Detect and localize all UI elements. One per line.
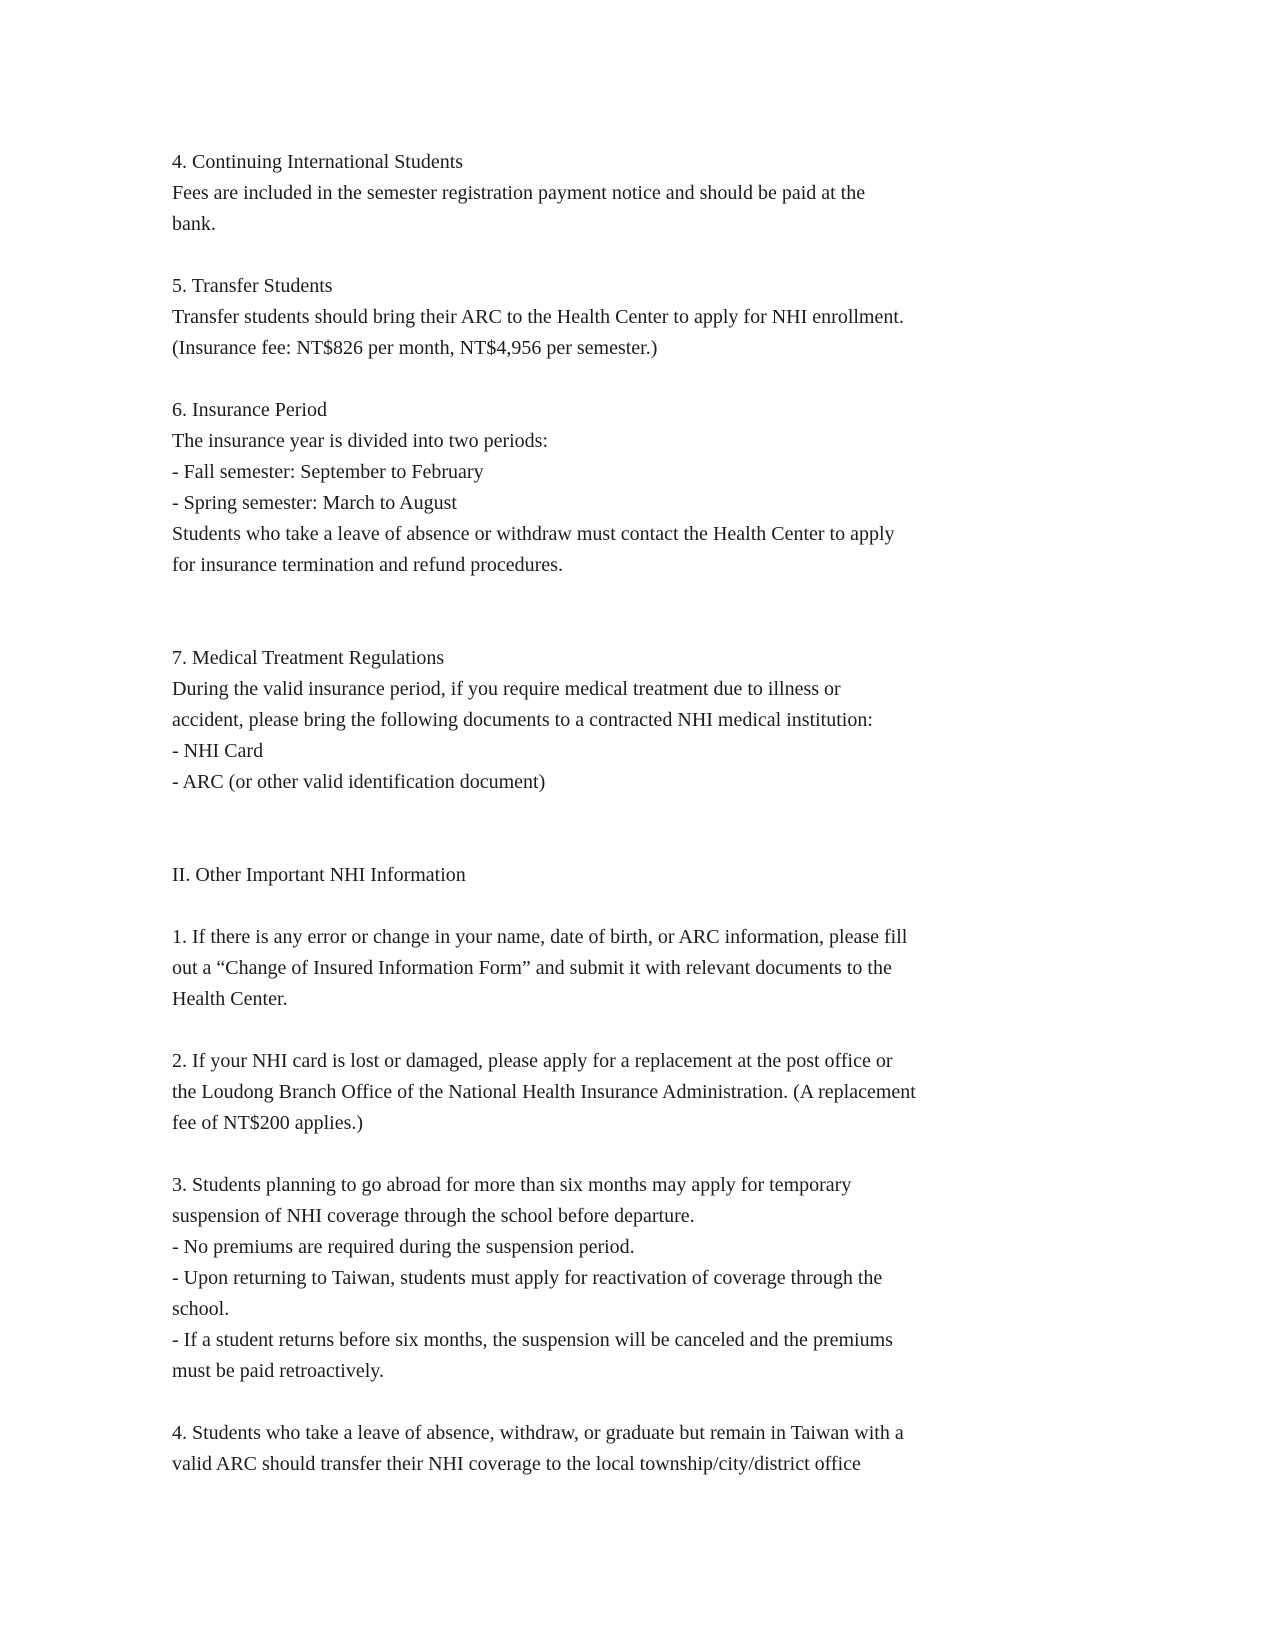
text-line: for insurance termination and refund procedures.: [172, 554, 563, 576]
text-line: 4. Students who take a leave of absence, withdraw, or graduate but remain in Taiwan with a: [172, 1422, 904, 1444]
section-5-transfer-students: [172, 271, 1092, 364]
document-body: [172, 147, 1092, 1480]
text-line: must be paid retroactively.: [172, 1360, 384, 1382]
text-line: 1. If there is any error or change in your name, date of birth, or ARC information, please fill: [172, 926, 908, 948]
item-3-going-abroad-suspension: [172, 1170, 1092, 1387]
text-line: 7. Medical Treatment Regulations: [172, 647, 445, 669]
text-line: bank.: [172, 213, 216, 235]
text-line: Students who take a leave of absence or withdraw must contact the Health Center to apply: [172, 523, 895, 545]
section-ii-other-important-nhi-information: [172, 860, 1092, 891]
text-line: suspension of NHI coverage through the school before departure.: [172, 1205, 695, 1227]
text-line: Health Center.: [172, 988, 288, 1010]
text-line: 5. Transfer Students: [172, 275, 333, 297]
text-line: II. Other Important NHI Information: [172, 864, 466, 886]
text-line: - NHI Card: [172, 740, 264, 762]
text-line: out a “Change of Insured Information Form” and submit it with relevant documents to the: [172, 957, 892, 979]
text-line: - No premiums are required during the suspension period.: [172, 1236, 635, 1258]
text-line: Transfer students should bring their ARC to the Health Center to apply for NHI enrollment.: [172, 306, 904, 328]
text-line: (Insurance fee: NT$826 per month, NT$4,956 per semester.): [172, 337, 658, 359]
text-line: Fees are included in the semester registration payment notice and should be paid at the: [172, 182, 866, 204]
text-line: - Upon returning to Taiwan, students must apply for reactivation of coverage through the: [172, 1267, 883, 1289]
text-line: 4. Continuing International Students: [172, 151, 464, 173]
text-line: school.: [172, 1298, 230, 1320]
text-line: valid ARC should transfer their NHI coverage to the local township/city/district office: [172, 1453, 861, 1475]
text-line: 6. Insurance Period: [172, 399, 327, 421]
text-line: 3. Students planning to go abroad for more than six months may apply for temporary: [172, 1174, 852, 1196]
section-7-medical-treatment-regulations: [172, 643, 1092, 798]
text-line: The insurance year is divided into two periods:: [172, 430, 549, 452]
text-line: 2. If your NHI card is lost or damaged, please apply for a replacement at the post office or: [172, 1050, 893, 1072]
text-line: During the valid insurance period, if you require medical treatment due to illness or: [172, 678, 841, 700]
text-line: fee of NT$200 applies.): [172, 1112, 364, 1134]
text-line: - Spring semester: March to August: [172, 492, 457, 514]
text-line: the Loudong Branch Office of the National Health Insurance Administration. (A replacement: [172, 1081, 916, 1103]
item-2-card-lost-or-damaged: [172, 1046, 1092, 1139]
item-4-leave-withdraw-graduate: [172, 1418, 1092, 1480]
text-line: - ARC (or other valid identification document): [172, 771, 546, 793]
text-line: - Fall semester: September to February: [172, 461, 484, 483]
section-4-continuing-international-students: [172, 147, 1092, 240]
item-1-change-of-insured-information: [172, 922, 1092, 1015]
text-line: accident, please bring the following documents to a contracted NHI medical institution:: [172, 709, 873, 731]
section-6-insurance-period: [172, 395, 1092, 581]
text-line: - If a student returns before six months, the suspension will be canceled and the premiums: [172, 1329, 893, 1351]
